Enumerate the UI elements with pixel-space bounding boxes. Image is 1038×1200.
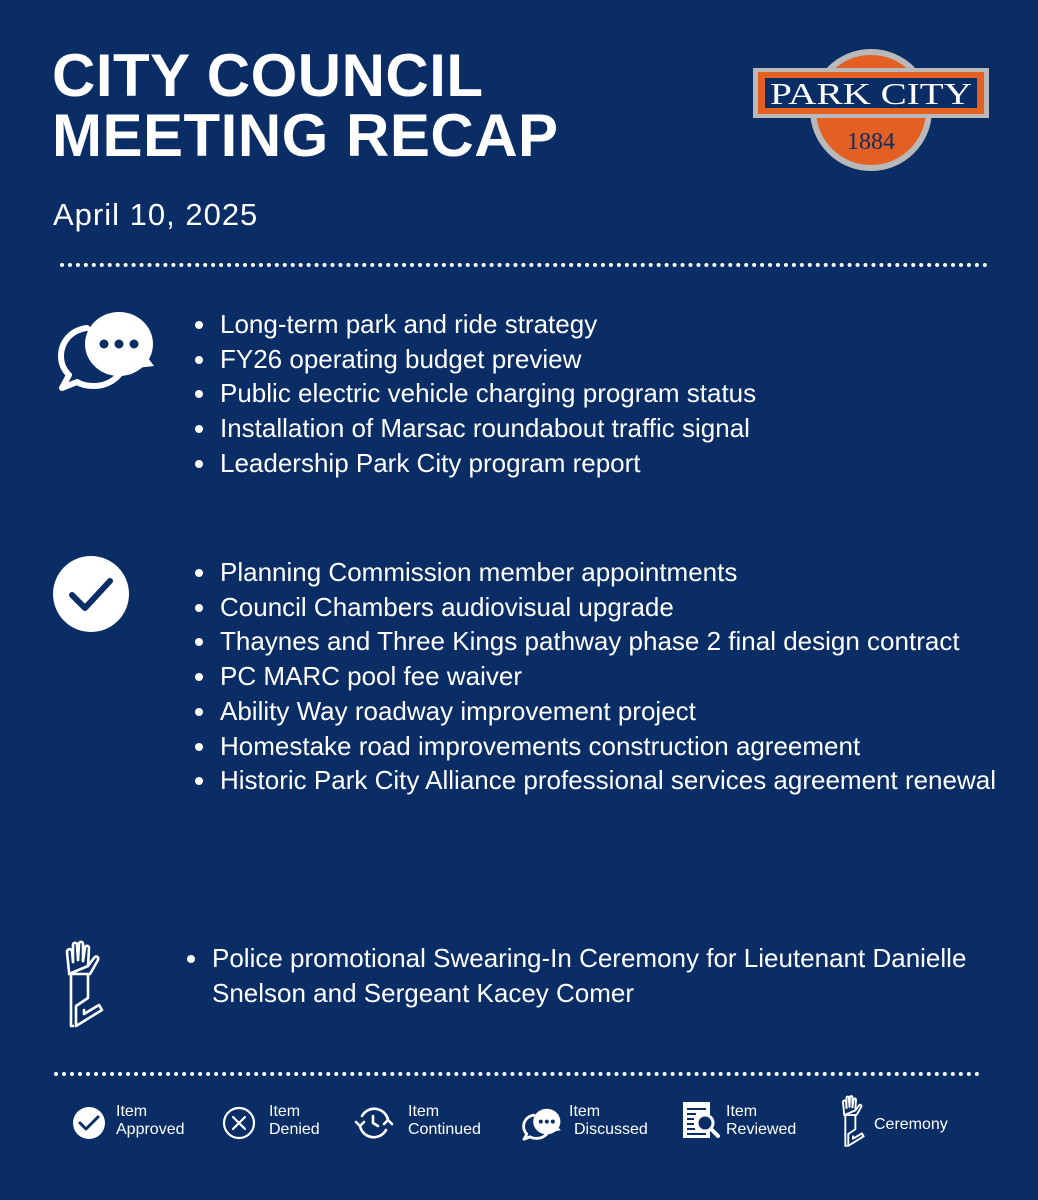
list-item: • Public electric vehicle charging program status <box>218 376 1028 411</box>
list-item: • Planning Commission member appointments <box>218 555 1018 590</box>
check-circle-icon <box>52 555 130 633</box>
approved-list <box>188 555 1018 798</box>
title-line-2: MEETING RECAP <box>52 102 559 169</box>
legend-approved <box>72 1100 202 1150</box>
discussed-list <box>188 307 1028 481</box>
document-magnifier-icon <box>680 1100 720 1142</box>
list-item: • Thaynes and Three Kings pathway phase 2 final design contract <box>218 624 1018 659</box>
raised-hand-icon <box>62 940 106 1028</box>
legend-continued <box>354 1100 504 1150</box>
logo-name: PARK CITY <box>770 76 972 111</box>
legend-label: Item Approved <box>116 1103 185 1138</box>
list-item: • Leadership Park City program report <box>218 446 1028 481</box>
legend-label: Item Denied <box>269 1103 320 1138</box>
legend-label: Item Reviewed <box>726 1103 797 1138</box>
list-item: • Long-term park and ride strategy <box>218 307 1028 342</box>
x-circle-icon <box>222 1106 256 1140</box>
raised-hand-icon <box>840 1090 866 1152</box>
divider-top <box>60 263 988 267</box>
park-city-logo <box>752 48 990 172</box>
ceremony-list <box>180 941 1030 1010</box>
list-item: • Ability Way roadway improvement project <box>218 694 1018 729</box>
chat-bubbles-icon <box>57 306 157 394</box>
list-item: • PC MARC pool fee waiver <box>218 659 1018 694</box>
legend-denied <box>222 1100 342 1150</box>
logo-year: 1884 <box>847 129 895 155</box>
legend-label: Item Discussed <box>569 1103 648 1138</box>
legend-label: Item Continued <box>408 1103 481 1138</box>
list-item: • Police promotional Swearing-In Ceremony for Lieutenant Danielle Snelson and Sergeant Kacey Comer <box>210 941 1030 1010</box>
check-circle-icon <box>72 1106 106 1140</box>
divider-bottom <box>54 1072 980 1076</box>
title-line-1: CITY COUNCIL <box>52 42 484 109</box>
legend-ceremony <box>840 1090 980 1140</box>
legend-discussed <box>522 1100 672 1150</box>
list-item: • Homestake road improvements construction agreement <box>218 729 1018 764</box>
list-item: • Council Chambers audiovisual upgrade <box>218 590 1018 625</box>
list-item: • Historic Park City Alliance professional services agreement renewal <box>218 763 1018 798</box>
chat-bubbles-icon <box>522 1104 562 1144</box>
page-title <box>52 42 559 169</box>
list-item: • Installation of Marsac roundabout traffic signal <box>218 411 1028 446</box>
legend-label: Ceremony <box>874 1116 948 1133</box>
clock-arrows-icon <box>354 1104 394 1142</box>
list-item: • FY26 operating budget preview <box>218 342 1028 377</box>
legend-reviewed <box>680 1100 820 1150</box>
meeting-date: April 10, 2025 <box>53 197 259 232</box>
